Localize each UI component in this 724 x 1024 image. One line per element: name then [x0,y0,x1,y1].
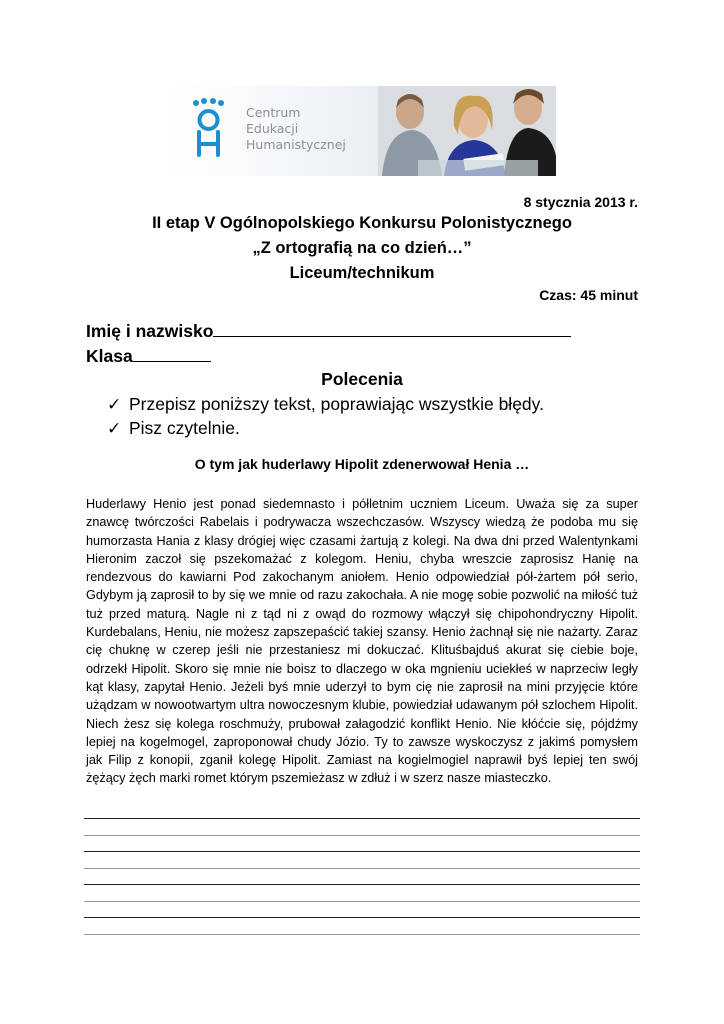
class-field[interactable] [86,346,211,367]
answer-line[interactable] [84,868,640,869]
text-body [86,495,638,788]
logo-line-1: Centrum [246,105,301,120]
banner-logo-area [168,86,383,176]
instruction-item [107,418,240,439]
answer-line[interactable] [84,851,640,852]
logo-text [246,105,386,153]
answer-line[interactable] [84,884,640,885]
answer-line[interactable] [84,835,640,836]
name-input-line[interactable] [213,322,571,337]
contest-title: II etap V Ogólnopolskiego Konkursu Polonistycznego [152,214,572,232]
class-label: Klasa [86,346,133,366]
school-level: Liceum/technikum [289,264,435,282]
instruction-text: Przepisz poniższy tekst, poprawiając wszystkie błędy. [129,394,544,414]
date-text: 8 stycznia 2013 r. [523,194,638,210]
time-limit: Czas: 45 minut [539,287,638,303]
header-banner [168,86,556,176]
logo-line-2: Edukacji [246,121,299,136]
instructions-title: Polecenia [321,369,403,389]
instruction-text: Pisz czytelnie. [129,418,240,438]
text-title: O tym jak huderlawy Hipolit zdenerwował Henia … [194,456,530,472]
checkmark-icon: ✓ [107,419,122,438]
text-paragraph: Huderlawy Henio jest ponad siedemnasto i półletnim uczniem Liceum. Uważa się za super znawcę twórczości Rabelais i podrywacza wszechczasów. Wszyscy wiedzą że podoba mu się humorzasta Hania z klasy drógiej więc czasami żartują z kolegi. Na dwa dni przed Walentynkami Hieronim zaczoł się pszekomażać z kolegom. Heniu, chyba wreszcie zaprosisz Hanię na rendezvous do kawiarni Pod zakochanym aniołem. Henio odpowiedział pół-żartem pół serio, Gdybym ją zaprosił to by się we mnie od razu zakochała. A nie mogę sobie pozwolić na miłość tuż tuż przed maturą. Nagle ni z tąd ni z owąd do rozmowy włączył się chipohondryczny Hipolit. Kurdebalans, Heniu, nie możesz zapszepaścić takiej szansy. Henio żachnął się nie nażarty. Zaraz cię chuknę w czerep jeśli nie przestaniesz mi dokuczać. Klituśbajduś akurat się ciebie boje, odrzekł Hipolit. Skoro się mnie nie boisz to dlaczego w oka mgnieniu uciekłeś w naprzeciw legły kąt klasy, zapytał Henio. Jeżeli byś mnie uderzył to bym cię nie zaprosił na mini przyjęcie które użądzam w nowootwartym ultra nowoczesnym klubie, powiedział udawanym pół szlochem Hipolit. Niech żesz się kolega roschmuży, prubował załagodzić konflikt Henio. Nie kłóćcie się, pójdźmy lepiej na kogelmogel, zaproponował chudy Józio. Ty to zawsze wyskoczysz z jakimś pomysłem jak Filip z konopii, zganił kolegę Hipolit. Zamiast na kogielmogiel naprawił byś lepiej ten swój żężący żęch marki romet którym pszemieżasz w zdłuż i w szerz nasze miasteczko. [86,497,638,786]
logo-line-3: Humanistycznej [246,137,346,152]
name-label: Imię i nazwisko [86,321,214,341]
contest-motto: „Z ortografią na co dzień…” [252,239,472,257]
answer-line[interactable] [84,917,640,918]
answer-line[interactable] [84,901,640,902]
instruction-item [107,394,544,415]
students-photo-illustration [378,86,556,176]
name-field[interactable] [86,321,571,342]
class-input-line[interactable] [133,347,211,362]
answer-line[interactable] [84,934,640,935]
checkmark-icon: ✓ [107,395,122,414]
answer-line[interactable] [84,818,640,819]
students-photo [378,86,556,176]
ceh-logo-icon [188,98,230,160]
